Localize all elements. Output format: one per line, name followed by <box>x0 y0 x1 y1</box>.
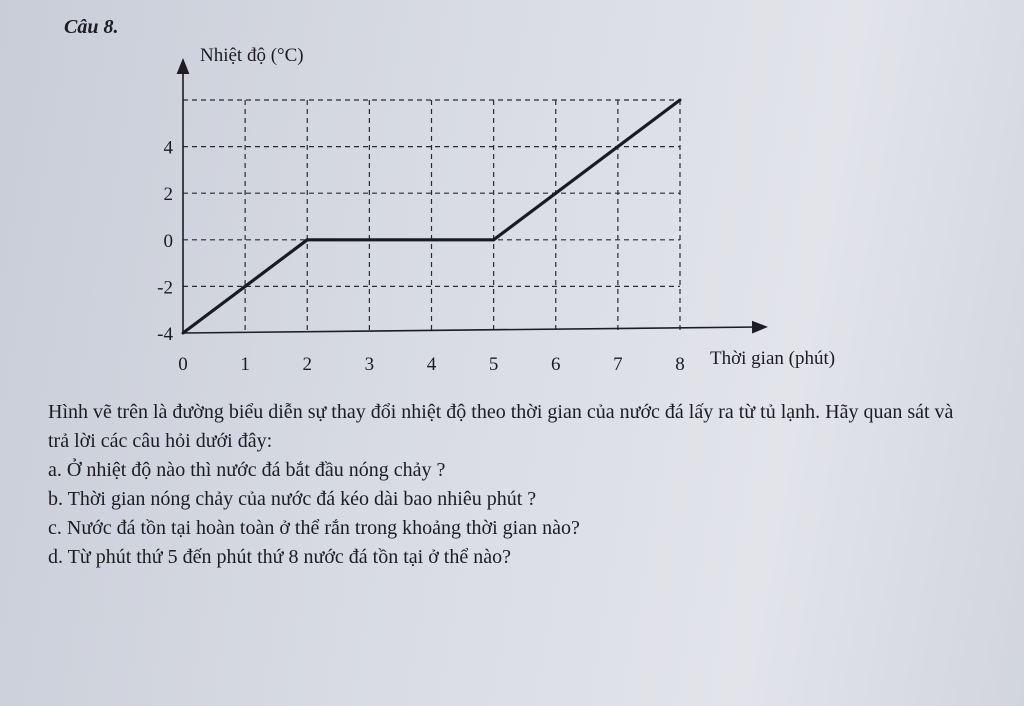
x-axis <box>183 327 760 333</box>
x-tick-label: 1 <box>240 354 250 375</box>
tick-labels <box>157 138 685 375</box>
y-tick-label: -2 <box>157 277 173 299</box>
option-item: c. Nước đá tồn tại hoàn toàn ở thể rắn trong khoảng thời gian nào? <box>48 517 580 539</box>
x-tick-label: 6 <box>551 354 561 375</box>
x-tick-label: 7 <box>613 354 623 375</box>
option-item: a. Ở nhiệt độ nào thì nước đá bắt đầu nóng chảy ? <box>48 459 446 481</box>
data-point <box>492 238 495 241</box>
y-tick-label: 4 <box>163 137 173 159</box>
y-tick-label: 2 <box>163 184 173 206</box>
data-point <box>182 332 185 335</box>
grid <box>183 100 680 333</box>
question-intro: Hình vẽ trên là đường biểu diễn sự thay đổi nhiệt độ theo thời gian của nước đá lấy ra từ tủ lạnh. Hãy quan sát và trả lời các câu hỏi dưới đây: <box>48 401 954 452</box>
data-point <box>679 99 682 102</box>
y-axis-label: Nhiệt độ (°C) <box>200 45 304 66</box>
x-tick-label: 4 <box>426 354 437 375</box>
x-tick-label: 3 <box>364 354 375 375</box>
option-item: d. Từ phút thứ 5 đến phút thứ 8 nước đá tồn tại ở thể nào? <box>48 546 511 568</box>
question-body <box>48 398 978 572</box>
option-item: b. Thời gian nóng chảy của nước đá kéo dài bao nhiêu phút ? <box>48 488 537 510</box>
x-tick-label: 8 <box>675 354 685 375</box>
y-tick-label: 0 <box>163 230 173 252</box>
y-tick-label: -4 <box>157 324 173 345</box>
x-tick-label: 5 <box>488 354 499 375</box>
answer-options <box>48 456 978 572</box>
x-tick-label: 2 <box>302 354 312 375</box>
x-axis-label: Thời gian (phút) <box>710 348 836 369</box>
question-label: Câu 8. <box>64 16 119 38</box>
data-point <box>306 238 309 241</box>
x-tick-label: 0 <box>178 354 188 375</box>
